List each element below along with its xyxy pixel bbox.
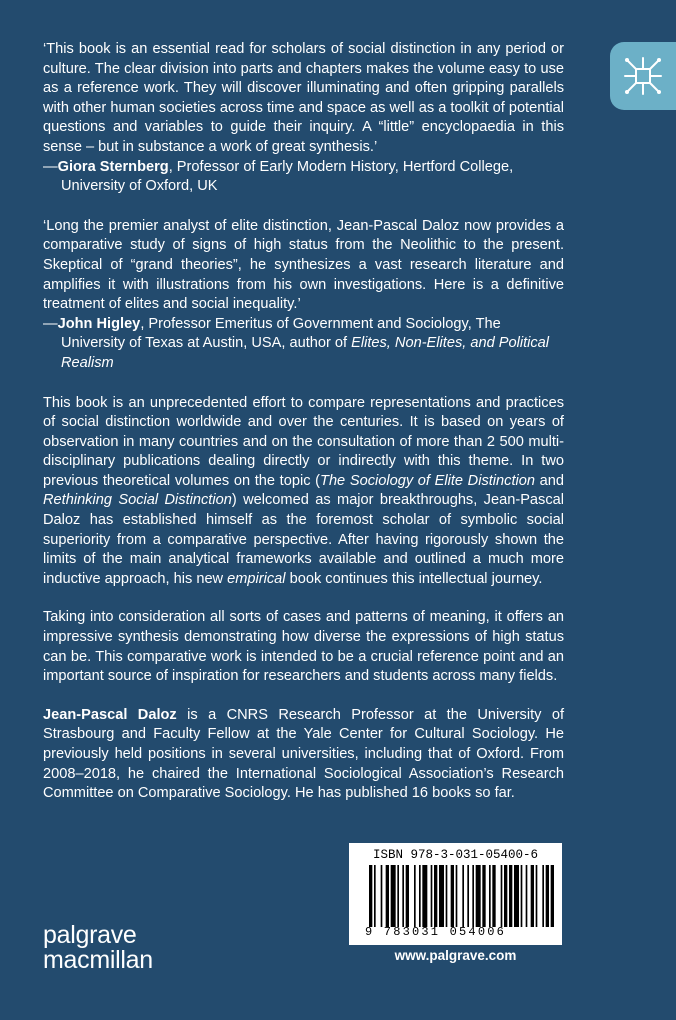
quote-author: John Higley (57, 315, 141, 332)
quote-attribution: —John Higley, Professor Emeritus of Government and Sociology, The University of Texas at Austin, USA, author of Elites, Non-Elites, and Political Realism (43, 315, 550, 371)
endorsement-higley (43, 217, 564, 374)
publisher-url: www.palgrave.com (394, 948, 517, 963)
isbn-label: ISBN 978-3-031-05400-6 (372, 848, 539, 862)
publisher-logo: palgrave macmillan (43, 921, 153, 974)
description-paragraph: This book is an unprecedented effort to compare representations and practices of social distinction worldwide and over the centuries. It is based on years of observation in many countries and on the consultation of more than 2 500 multi-disciplinary publications dealing directly or indirectly with this theme. In two previous theoretical volumes on the topic (The Sociology of Elite Distinction and Rethinking Social Distinction) welcomed as major breakthroughs, Jean-Pascal Daloz has established himself as the foremost scholar of symbolic social superiority from a comparative perspective. After having rigorously shown the limits of the main analytical frameworks available and outlined a much more inductive approach, his new empirical book continues this intellectual journey. (43, 394, 565, 587)
quote-text: ‘This book is an essential read for scholars of social distinction in any period or culture. The clear division into parts and chapters makes the volume easy to use as a reference work. They will discover illuminating and often gripping parallels with other human societies across time and space as well as a toolkit of potential questions and variables to guide their inquiry. A “little” encyclopaedia in this sense – but in substance a work of great synthesis.’ (43, 41, 564, 155)
barcode-number: 9 783031 054006 (365, 925, 507, 939)
quote-attribution: —Giora Sternberg, Professor of Early Modern History, Hertford College, University of Oxford, UK (43, 158, 514, 195)
back-cover-text (43, 40, 564, 823)
quote-author: Giora Sternberg (57, 158, 169, 175)
isbn-barcode-box (349, 843, 562, 945)
palgrave-logo-badge (610, 42, 676, 110)
author-bio: Jean-Pascal Daloz is a CNRS Research Professor at the University of Strasbourg and Faculty Fellow at the Yale Center for Cultural Sociology. He previously held positions in several universities, including that of Oxford. From 2008–2018, he chaired the International Sociological Association’s Research Committee on Comparative Sociology. He has published 16 books so far. (43, 706, 564, 802)
description-paragraph: Taking into consideration all sorts of cases and patterns of meaning, it offers an impressive synthesis demonstrating how diverse the expressions of high status can be. This comparative work is intended to be a crucial reference point and an important source of inspiration for researchers and students across many fields. (43, 609, 564, 685)
book-title: Elites, Non-Elites, and Political Realism (61, 335, 550, 371)
palgrave-network-icon (624, 56, 662, 96)
endorsement-sternberg (43, 40, 564, 197)
barcode-icon (369, 865, 554, 927)
author-name: Jean-Pascal Daloz (43, 706, 177, 723)
quote-text: ‘Long the premier analyst of elite distinction, Jean-Pascal Daloz now provides a comparative study of signs of high status from the Neolithic to the present. Skeptical of “grand theories”, he synthesizes a vast research literature and amplifies it with illustrations from his own investigations. Here is a definitive treatment of elites and social inequality.’ (43, 217, 564, 313)
